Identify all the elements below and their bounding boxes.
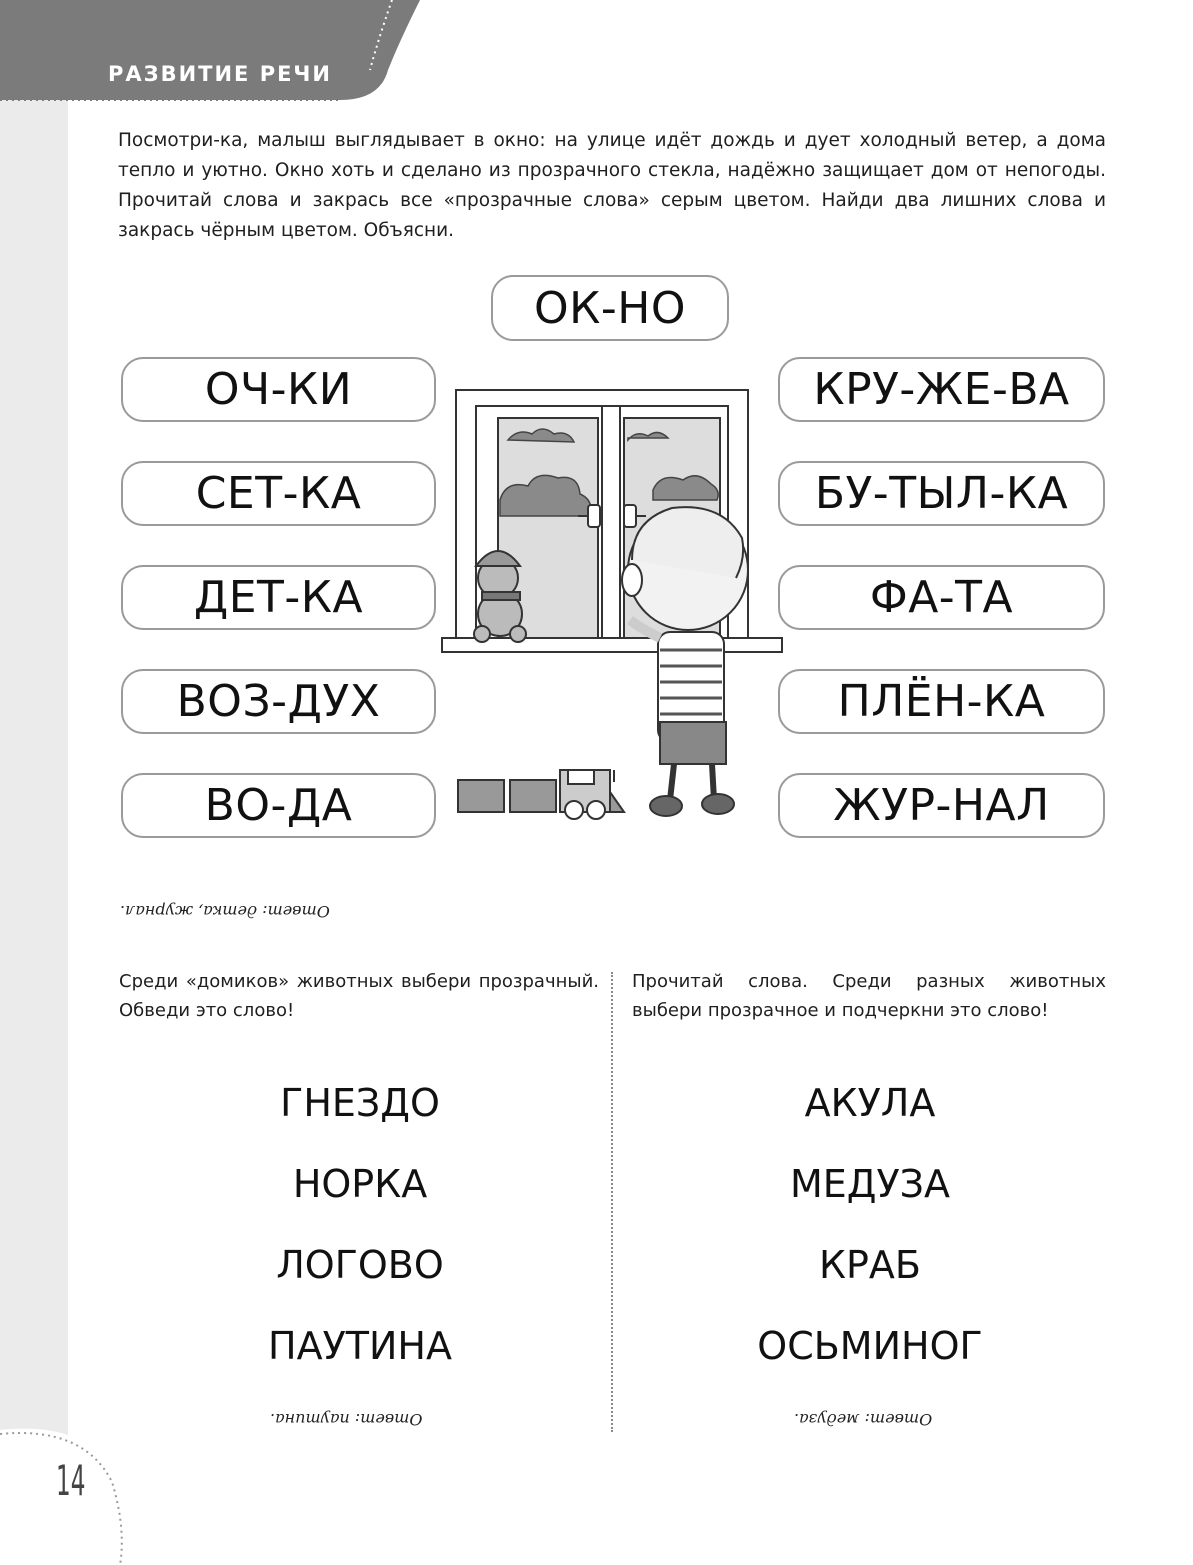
window-boy-illustration: [438, 370, 798, 840]
task-right-text: Прочитай слова. Среди разных животных выбери прозрачное и подчеркни это слово!: [632, 971, 1106, 1021]
word-item[interactable]: ЛОГОВО: [276, 1243, 444, 1287]
word-card-left[interactable]: СЕТ-КА: [121, 461, 436, 526]
word-card-right[interactable]: ФА-ТА: [778, 565, 1105, 630]
word-item[interactable]: ГНЕЗДО: [280, 1081, 440, 1125]
section-title: РАЗВИТИЕ РЕЧИ: [108, 62, 332, 86]
word-card-left[interactable]: ДЕТ-КА: [121, 565, 436, 630]
side-strip: [0, 0, 68, 1565]
answer-text: Ответ: паутина.: [270, 1410, 423, 1429]
word-item[interactable]: АКУЛА: [804, 1081, 936, 1125]
intro-text: Посмотри-ка, малыш выглядывает в окно: на улице идёт дождь и дует холодный ветер, а дома тепло и уютно. Окно хоть и сделано из прозрачного стекла, надёжно защищает дом от непогоды. Прочитай слова и закрась все «прозрачные слова» серым цветом. Найди два лишних слова и закрась чёрным цветом. Объясни.: [118, 130, 1106, 241]
animal-homes-list: [180, 1063, 540, 1387]
word-item[interactable]: МЕДУЗА: [790, 1162, 950, 1206]
word-item[interactable]: ПАУТИНА: [268, 1324, 452, 1368]
word-item[interactable]: ОСЬМИНОГ: [757, 1324, 983, 1368]
answer-text: Ответ: медуза.: [794, 1410, 933, 1429]
header-tab: [0, 0, 430, 110]
page-number: 14: [56, 1456, 86, 1505]
word-card-left[interactable]: ВО-ДА: [121, 773, 436, 838]
column-divider: [611, 972, 613, 1432]
answer-text: Ответ: детка, журнал.: [120, 902, 330, 921]
task-left-text: Среди «домиков» животных выбери прозрачный. Обведи это слово!: [119, 971, 599, 1021]
word-card-center[interactable]: ОК-НО: [491, 275, 729, 341]
word-card-left[interactable]: ОЧ-КИ: [121, 357, 436, 422]
word-item[interactable]: НОРКА: [292, 1162, 428, 1206]
word-card-right[interactable]: ЖУР-НАЛ: [778, 773, 1105, 838]
word-card-left[interactable]: ВОЗ-ДУХ: [121, 669, 436, 734]
word-card-right[interactable]: КРУ-ЖЕ-ВА: [778, 357, 1105, 422]
word-card-right[interactable]: БУ-ТЫЛ-КА: [778, 461, 1105, 526]
word-card-right[interactable]: ПЛЁН-КА: [778, 669, 1105, 734]
word-item[interactable]: КРАБ: [819, 1243, 921, 1287]
animals-list: [690, 1063, 1050, 1387]
